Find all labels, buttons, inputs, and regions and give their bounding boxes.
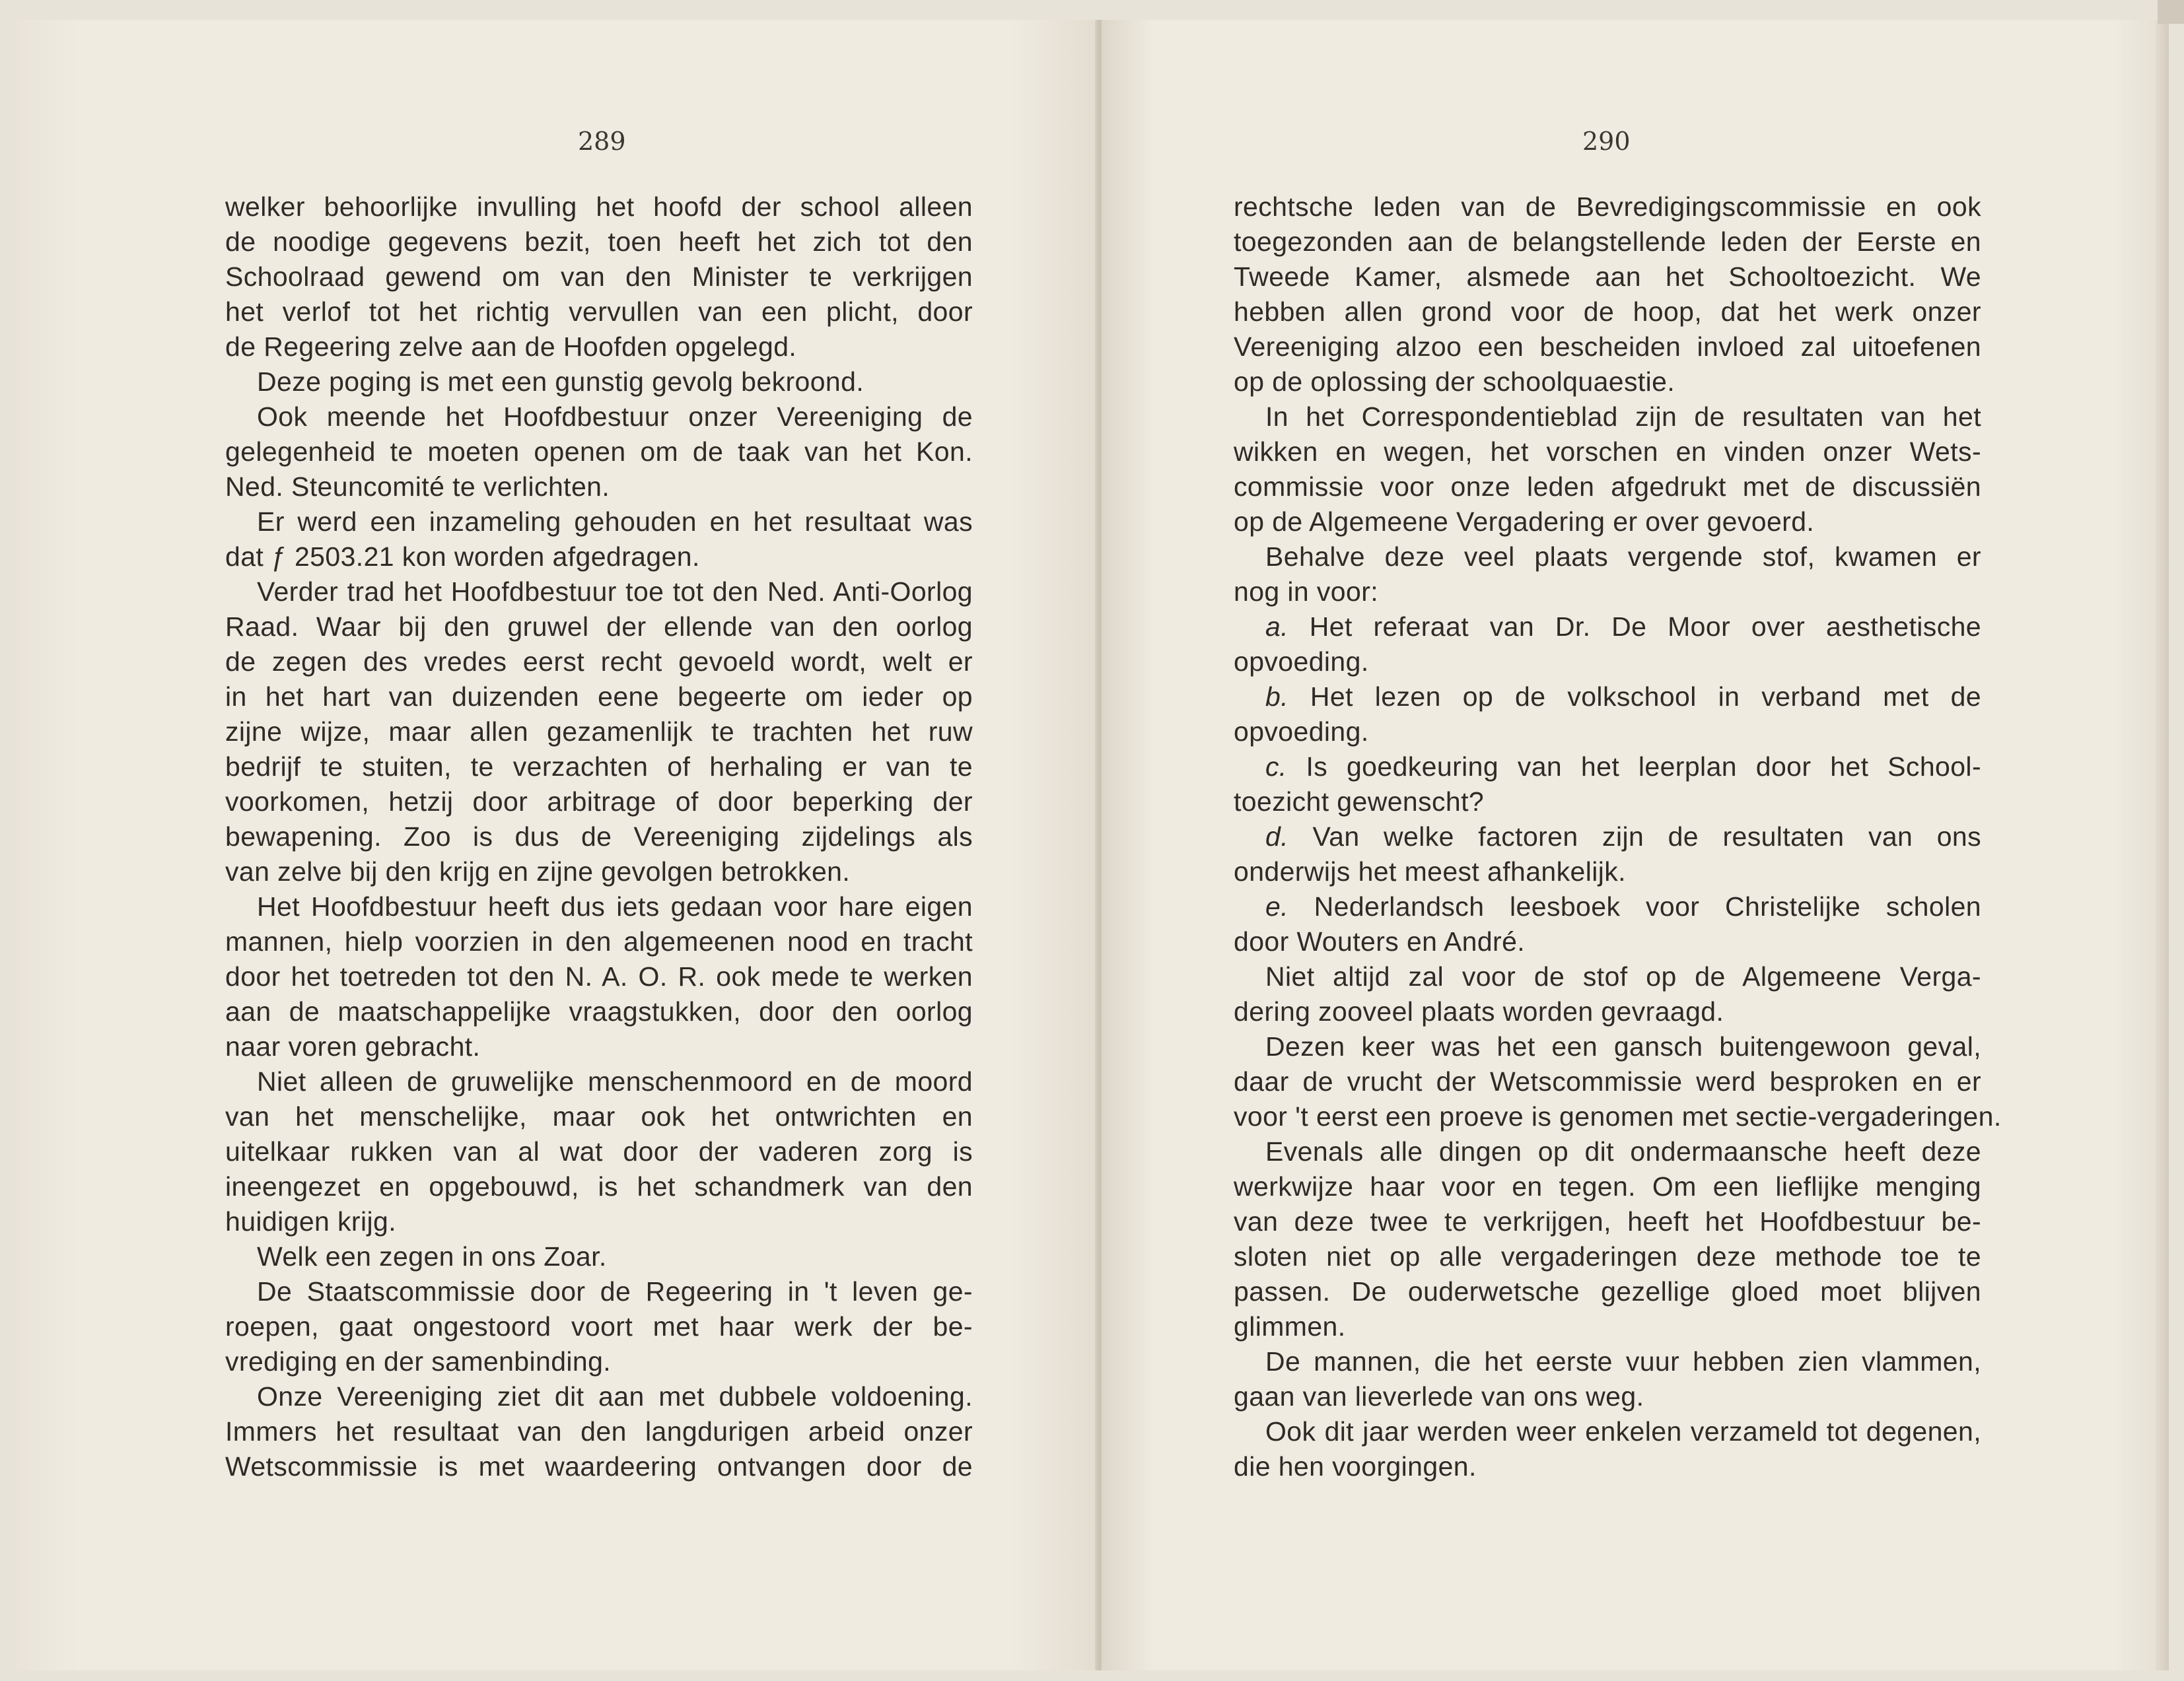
line-text: van deze twee te verkrijgen, heeft het Hoofdbestuur be- (1234, 1206, 1981, 1237)
text-line (225, 1274, 973, 1309)
line-text: De Staatscommissie door de Regeering in 't leven ge- (257, 1276, 973, 1307)
line-text: Niet altijd zal voor de stof op de Algemeene Verga- (1265, 961, 1981, 992)
line-text: gaan van lieverlede van ons weg. (1234, 1381, 1644, 1412)
text-line (1234, 784, 1981, 819)
line-text: Het referaat van Dr. De Moor over aesthetische (1288, 611, 1981, 642)
text-line (225, 889, 973, 924)
text-line (225, 189, 973, 224)
line-text: Er werd een inzameling gehouden en het resultaat was (257, 506, 973, 537)
line-text: van het menschelijke, maar ook het ontwrichten en (225, 1101, 973, 1132)
line-text: Deze poging is met een gunstig gevolg bekroond. (257, 366, 864, 397)
text-line (225, 399, 973, 434)
text-line (1234, 749, 1981, 784)
text-line (225, 259, 973, 294)
line-text: roepen, gaat ongestoord voort met haar werk der be- (225, 1311, 973, 1342)
list-item-letter: e. (1265, 891, 1288, 922)
text-line (1234, 1344, 1981, 1379)
text-line (225, 819, 973, 854)
line-text: opvoeding. (1234, 716, 1369, 747)
line-text: uitelkaar rukken van al wat door der vaderen zorg is (225, 1136, 973, 1167)
text-line (1234, 609, 1981, 644)
line-text: Is goedkeuring van het leerplan door het School- (1286, 751, 1981, 782)
text-line (225, 749, 973, 784)
text-line (225, 504, 973, 539)
page-edge (2156, 20, 2169, 1670)
line-text: voorkomen, hetzij door arbitrage of door beperking der (225, 786, 973, 817)
line-text: dering zooveel plaats worden gevraagd. (1234, 996, 1724, 1027)
line-text: Dezen keer was het een gansch buitengewoon geval, (1265, 1031, 1981, 1062)
line-text: Wetscommissie is met waardeering ontvangen door de (225, 1451, 973, 1482)
text-line (225, 1169, 973, 1204)
text-line (225, 959, 973, 994)
text-line (1234, 1134, 1981, 1169)
line-text: huidigen krijg. (225, 1206, 396, 1237)
line-text: passen. De ouderwetsche gezellige gloed moet blijven (1234, 1276, 1981, 1307)
text-line (225, 434, 973, 469)
line-text: opvoeding. (1234, 646, 1369, 677)
line-text: Verder trad het Hoofdbestuur toe tot den Ned. Anti-Oorlog (257, 576, 973, 607)
line-text: Ook meende het Hoofdbestuur onzer Vereeniging de (257, 401, 973, 432)
line-text: de Regeering zelve aan de Hoofden opgelegd. (225, 331, 797, 362)
text-line (225, 294, 973, 329)
text-line (225, 854, 973, 889)
text-line (1234, 1379, 1981, 1414)
text-line (1234, 924, 1981, 959)
text-line (1234, 224, 1981, 259)
text-line (1234, 539, 1981, 574)
line-text: naar voren gebracht. (225, 1031, 481, 1062)
line-text: Van welke factoren zijn de resultaten van ons (1288, 821, 1981, 852)
text-line (225, 1204, 973, 1239)
text-line (225, 644, 973, 679)
text-line (225, 679, 973, 714)
text-line (1234, 1414, 1981, 1449)
line-text: vrediging en der samenbinding. (225, 1346, 612, 1377)
text-line (1234, 679, 1981, 714)
text-line (225, 1134, 973, 1169)
line-text: op de Algemeene Vergadering er over gevoerd. (1234, 506, 1815, 537)
line-text: Vereeniging alzoo een bescheiden invloed zal uitoefenen (1234, 331, 1981, 362)
text-line (1234, 854, 1981, 889)
text-line (225, 714, 973, 749)
text-line (1234, 644, 1981, 679)
line-text: De mannen, die het eerste vuur hebben zien vlammen, (1265, 1346, 1981, 1377)
line-text: Het Hoofdbestuur heeft dus iets gedaan voor hare eigen (257, 891, 973, 922)
line-text: Niet alleen de gruwelijke menschenmoord en de moord (257, 1066, 973, 1097)
text-line (1234, 889, 1981, 924)
text-line (225, 924, 973, 959)
text-line (1234, 574, 1981, 609)
text-line (225, 539, 973, 574)
text-line (225, 1239, 973, 1274)
line-text: ineengezet en opgebouwd, is het schandmerk van den (225, 1171, 973, 1202)
line-text: aan de maatschappelijke vraagstukken, door den oorlog (225, 996, 973, 1027)
text-line (1234, 1274, 1981, 1309)
line-text: welker behoorlijke invulling het hoofd der school alleen (225, 191, 973, 222)
text-line (225, 469, 973, 504)
text-line (1234, 1204, 1981, 1239)
text-line (1234, 1449, 1981, 1484)
line-text: Evenals alle dingen op dit ondermaansche heeft deze (1265, 1136, 1981, 1167)
list-item-letter: c. (1265, 751, 1287, 782)
line-text: Het lezen op de volkschool in verband met de (1288, 681, 1981, 712)
text-line (1234, 364, 1981, 399)
line-text: Schoolraad gewend om van den Minister te verkrijgen (225, 261, 973, 292)
line-text: nog in voor: (1234, 576, 1379, 607)
line-text: bedrijf te stuiten, te verzachten of herhaling er van te (225, 751, 973, 782)
line-text: toezicht gewenscht? (1234, 786, 1485, 817)
text-line (225, 574, 973, 609)
line-text: zijne wijze, maar allen gezamenlijk te trachten het ruw (225, 716, 973, 747)
text-line (225, 1099, 973, 1134)
text-line (225, 1449, 973, 1484)
left-text-column (225, 189, 973, 1484)
text-line (1234, 1239, 1981, 1274)
corner-mark (2158, 0, 2184, 24)
line-text: Behalve deze veel plaats vergende stof, kwamen er (1265, 541, 1981, 572)
line-text: hebben allen grond voor de hoop, dat het werk onzer (1234, 296, 1981, 327)
text-line (1234, 959, 1981, 994)
list-item-letter: d. (1265, 821, 1288, 852)
line-text: onderwijs het meest afhankelijk. (1234, 856, 1626, 887)
text-line (225, 1379, 973, 1414)
page-number-right: 290 (1582, 127, 1631, 156)
text-line (1234, 714, 1981, 749)
line-text: van zelve bij den krijg en zijne gevolgen betrokken. (225, 856, 851, 887)
text-line (1234, 504, 1981, 539)
line-text: gelegenheid te moeten openen om de taak van het Kon. (225, 436, 973, 467)
line-text: door het toetreden tot den N. A. O. R. ook mede te werken (225, 961, 973, 992)
text-line (225, 364, 973, 399)
line-text: Immers het resultaat van den langdurigen arbeid onzer (225, 1416, 973, 1447)
text-line (225, 784, 973, 819)
text-line (225, 1344, 973, 1379)
line-text: In het Correspondentieblad zijn de resultaten van het (1265, 401, 1981, 432)
text-line (1234, 329, 1981, 364)
line-text: commissie voor onze leden afgedrukt met de discussiën (1234, 471, 1981, 502)
line-text: daar de vrucht der Wetscommissie werd besproken en er (1234, 1066, 1981, 1097)
text-line (1234, 189, 1981, 224)
page-number-left: 289 (578, 127, 626, 156)
line-text: de noodige gegevens bezit, toen heeft het zich tot den (225, 226, 973, 257)
line-text: rechtsche leden van de Bevredigingscommissie en ook (1234, 191, 1981, 222)
line-text: mannen, hielp voorzien in den algemeenen nood en tracht (225, 926, 973, 957)
text-line (225, 609, 973, 644)
line-text: Tweede Kamer, alsmede aan het Schooltoezicht. We (1234, 261, 1981, 292)
line-text: de zegen des vredes eerst recht gevoeld wordt, welt er (225, 646, 973, 677)
text-line (225, 329, 973, 364)
text-line (1234, 1309, 1981, 1344)
line-text: in het hart van duizenden eene begeerte om ieder op (225, 681, 973, 712)
line-text: voor 't eerst een proeve is genomen met sectie-vergaderingen. (1234, 1101, 2002, 1132)
line-text: werkwijze haar voor en tegen. Om een lieflijke menging (1234, 1171, 1981, 1202)
line-text: door Wouters en André. (1234, 926, 1526, 957)
line-text: bewapening. Zoo is dus de Vereeniging zijdelings als (225, 821, 973, 852)
line-text: wikken en wegen, het vorschen en vinden onzer Wets- (1234, 436, 1981, 467)
text-line (225, 224, 973, 259)
line-text: toegezonden aan de belangstellende leden der Eerste en (1234, 226, 1981, 257)
line-text: Raad. Waar bij den gruwel der ellende van den oorlog (225, 611, 973, 642)
text-line (1234, 259, 1981, 294)
text-line (1234, 294, 1981, 329)
text-line (225, 1309, 973, 1344)
list-item-letter: b. (1265, 681, 1288, 712)
text-line (1234, 469, 1981, 504)
text-line (1234, 1029, 1981, 1064)
right-text-column (1234, 189, 2002, 1484)
line-text: Ned. Steuncomité te verlichten. (225, 471, 610, 502)
list-item-letter: a. (1265, 611, 1288, 642)
line-text: glimmen. (1234, 1311, 1346, 1342)
text-line (225, 994, 973, 1029)
text-line (1234, 1099, 2002, 1134)
line-text: sloten niet op alle vergaderingen deze methode toe te (1234, 1241, 1981, 1272)
text-line (1234, 994, 1981, 1029)
line-text: op de oplossing der schoolquaestie. (1234, 366, 1675, 397)
line-text: dat ƒ 2503.21 kon worden afgedragen. (225, 541, 700, 572)
text-line (225, 1414, 973, 1449)
line-text: Onze Vereeniging ziet dit aan met dubbele voldoening. (257, 1381, 973, 1412)
line-text: het verlof tot het richtig vervullen van een plicht, door (225, 296, 973, 327)
text-line (225, 1029, 973, 1064)
line-text: Welk een zegen in ons Zoar. (257, 1241, 607, 1272)
text-line (1234, 399, 1981, 434)
line-text: Ook dit jaar werden weer enkelen verzameld tot degenen, (1265, 1416, 1981, 1447)
line-text: Nederlandsch leesboek voor Christelijke scholen (1288, 891, 1981, 922)
text-line (1234, 434, 1981, 469)
text-line (1234, 1169, 1981, 1204)
text-line (1234, 1064, 1981, 1099)
line-text: die hen voorgingen. (1234, 1451, 1477, 1482)
text-line (225, 1064, 973, 1099)
text-line (1234, 819, 1981, 854)
